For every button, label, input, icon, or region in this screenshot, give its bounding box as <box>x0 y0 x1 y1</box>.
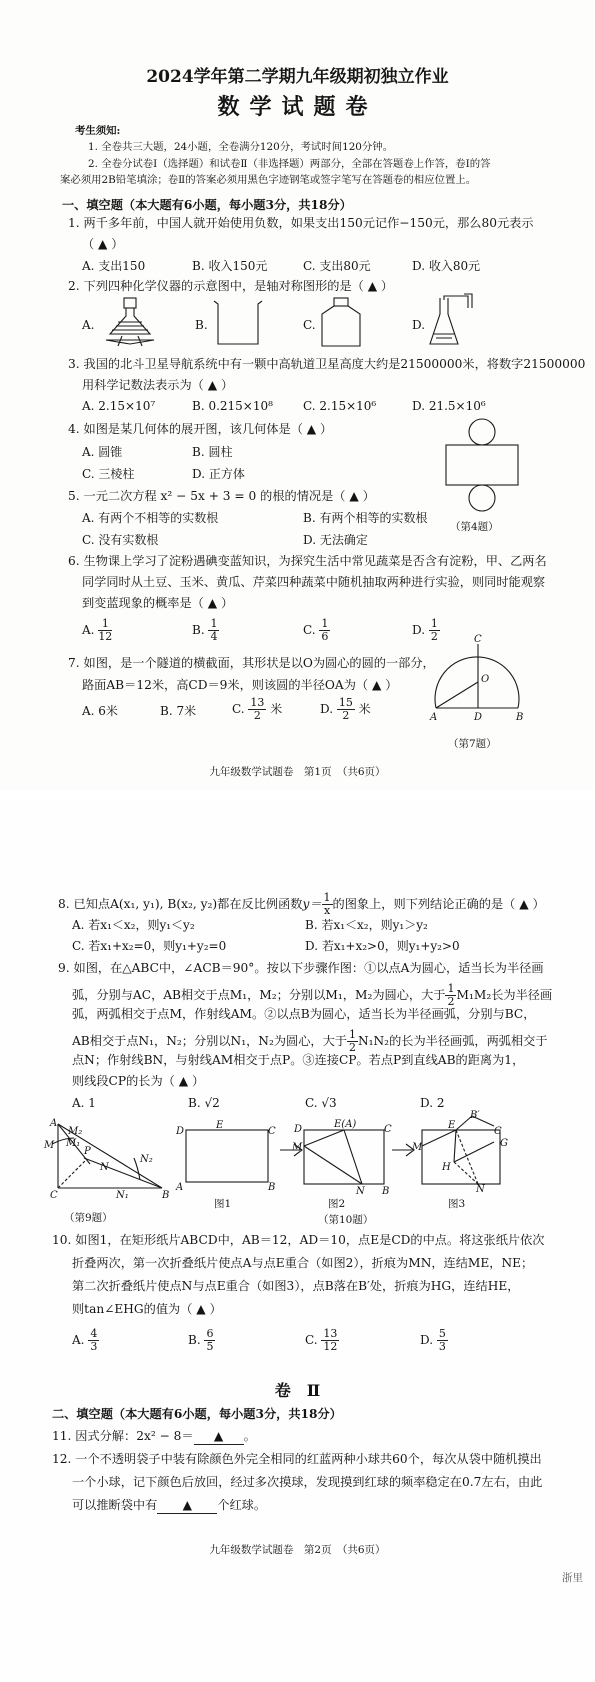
q2-text: 2. 下列四种化学仪器的示意图中，是轴对称图形的是（ ▲ ） <box>68 279 394 293</box>
fig3-label-n: N <box>476 1184 485 1195</box>
part-2-title: 卷 Ⅱ <box>274 1381 321 1400</box>
fig2-label-n: N <box>356 1186 365 1197</box>
tunnel-figure <box>428 632 528 732</box>
section-2-title: 二、填空题（本大题有6小题，每小题3分，共18分） <box>52 1407 342 1421</box>
fig2-caption: 图2 <box>328 1198 346 1210</box>
q2-label-a: A. <box>82 318 95 332</box>
q4-option-a: A. 圆锥 <box>82 445 123 459</box>
fig1-label-c: C <box>268 1126 276 1137</box>
q9-option-b: B. √2 <box>188 1096 220 1110</box>
q9-line-3: 弧，两弧相交于点M，作射线AM。②以点B为圆心，适当长为半径画弧，分别与BC， <box>72 1007 536 1021</box>
fig3-caption: 图3 <box>448 1198 466 1210</box>
q6-option-a: A. $\frac{1}{12}$ <box>82 617 113 643</box>
q12-line-3: 可以推断袋中有 ▲ 个红球。 <box>72 1498 267 1512</box>
notice-line-1: 1. 全卷共三大题，24小题，全卷满分120分，考试时间120分钟。 <box>88 141 394 153</box>
q9-label-n2: N₂ <box>140 1154 153 1165</box>
q10-option-d: D. $\frac{5}{3}$ <box>420 1327 446 1353</box>
q11-text: 11. 因式分解：2x² − 8＝ ▲ 。 <box>52 1429 256 1443</box>
section-1-title: 一、填空题（本大题有6小题，每小题3分，共18分） <box>62 198 352 212</box>
q9-option-d: D. 2 <box>420 1096 445 1110</box>
q8-option-a: A. 若x₁＜x₂，则y₁＜y₂ <box>72 918 195 932</box>
fig3-label-bprime: B′ <box>470 1110 480 1121</box>
q1-option-b: B. 收入150元 <box>192 259 268 273</box>
q3-option-d: D. 21.5×10⁶ <box>412 399 486 413</box>
q4-option-c: C. 三棱柱 <box>82 467 135 481</box>
flask-apparatus-figure <box>100 296 160 348</box>
watermark: 浙里 <box>562 1572 583 1584</box>
fig3-label-h: H <box>442 1162 451 1173</box>
q3-line-2: 用科学记数法表示为（ ▲ ） <box>82 378 234 392</box>
q9-option-c: C. √3 <box>305 1096 337 1110</box>
q5-option-d: D. 无法确定 <box>303 533 368 547</box>
q9-label-a: A <box>50 1118 58 1129</box>
cylinder-net-figure <box>440 418 524 514</box>
q10-line-2: 折叠两次，第一次折叠纸片使点A与点E重合（如图2），折痕为MN，连结ME，NE； <box>72 1256 534 1270</box>
q6-line-1: 6. 生物课上学习了淀粉遇碘变蓝知识，为探究生活中常见蔬菜是否含有淀粉，甲、乙两名 <box>68 554 547 568</box>
exam-page-1 <box>0 0 595 800</box>
q10-figure-2 <box>290 1118 392 1197</box>
q8-text: 8. 已知点A(x₁, y₁), B(x₂, y₂)都在反比例函数y＝ $\frac{1}{x}$ 的图象上，则下列结论正确的是（ ▲ ） <box>58 891 545 917</box>
exam-subtitle: 数学试题卷 <box>217 94 378 120</box>
notice-heading: 考生须知: <box>75 125 121 137</box>
exam-title: 2024学年第二学期九年级期初独立作业 <box>146 67 449 87</box>
page-1-footer: 九年级数学试题卷 第1页 （共6页） <box>209 766 386 778</box>
q8-option-b: B. 若x₁＜x₂，则y₁＞y₂ <box>305 918 428 932</box>
q10-line-3: 第二次折叠纸片使点N与点E重合（如图3），点B落在B′处，折痕为HG，连结HE， <box>72 1279 520 1293</box>
q12-line-2: 一个小球，记下颜色后放回，经过多次摸球，发现摸到红球的频率稳定在0.7左右，由此 <box>72 1475 543 1489</box>
q10-caption: （第10题） <box>318 1214 374 1226</box>
q4-option-d: D. 正方体 <box>192 467 245 481</box>
q7-option-a: A. 6米 <box>82 704 118 718</box>
notice-line-2: 2. 全卷分试卷Ⅰ（选择题）和试卷Ⅱ（非选择题）两部分，全部在答题卷上作答，卷Ⅰ的答 <box>88 158 491 170</box>
q9-label-m: M <box>44 1140 55 1151</box>
q2-label-b: B. <box>195 318 208 332</box>
q1-option-c: C. 支出80元 <box>303 259 371 273</box>
q6-option-c: C. $\frac{1}{6}$ <box>303 617 329 643</box>
q7-option-d: D. $\frac{15}{2}$ 米 <box>320 696 371 722</box>
q9-label-p: P <box>84 1146 91 1157</box>
fig1-label-e: E <box>216 1120 224 1131</box>
q9-line-1: 9. 如图，在△ABC中，∠ACB＝90°。按以下步骤作图：①以点A为圆心，适当长为半径画 <box>58 961 544 975</box>
tunnel-label-b: B <box>516 712 524 723</box>
q11-answer-blank: ▲ <box>194 1428 244 1445</box>
q8-option-d: D. 若x₁+x₂>0，则y₁+y₂>0 <box>305 939 460 953</box>
q1-line-1: 1. 两千多年前，中国人就开始使用负数，如果支出150元记作−150元，那么80元表示 <box>68 216 534 230</box>
tunnel-label-a: A <box>430 712 438 723</box>
fig1-label-a: A <box>176 1182 184 1193</box>
q5-option-c: C. 没有实数根 <box>82 533 159 547</box>
q9-label-m2: M₂ <box>68 1126 83 1137</box>
q7-line-2: 路面AB＝12米，高CD＝9米，则该圆的半径OA为（ ▲ ） <box>82 678 398 692</box>
page-2-footer: 九年级数学试题卷 第2页 （共6页） <box>209 1544 386 1556</box>
q10-option-c: C. $\frac{13}{12}$ <box>305 1327 338 1353</box>
q3-option-b: B. 0.215×10⁸ <box>192 399 273 413</box>
q7-caption: （第7题） <box>448 738 497 750</box>
fig2-label-m: M <box>292 1142 303 1153</box>
reagent-bottle-figure <box>318 296 364 350</box>
fig1-label-b: B <box>268 1182 276 1193</box>
beaker-figure <box>210 298 265 348</box>
q1-option-a: A. 支出150 <box>82 259 146 273</box>
fig1-label-d: D <box>176 1126 185 1137</box>
q7-option-b: B. 7米 <box>160 704 197 718</box>
q2-label-d: D. <box>412 318 426 332</box>
tunnel-label-d: D <box>474 712 483 723</box>
q7-line-1: 7. 如图，是一个隧道的横截面，其形状是以O为圆心的圆的一部分， <box>68 656 435 670</box>
q6-line-3: 到变蓝现象的概率是（ ▲ ） <box>82 596 234 610</box>
q10-line-1: 10. 如图1，在矩形纸片ABCD中，AB＝12，AD＝10，点E是CD的中点。将这张纸片依次 <box>52 1233 545 1247</box>
q9-option-a: A. 1 <box>72 1096 96 1110</box>
tunnel-label-c: C <box>474 634 482 645</box>
fig3-label-c: C <box>494 1126 502 1137</box>
q6-option-b: B. $\frac{1}{4}$ <box>192 617 218 643</box>
q7-option-c: C. $\frac{13}{2}$ 米 <box>232 696 283 722</box>
q4-text: 4. 如图是某几何体的展开图，该几何体是（ ▲ ） <box>68 422 333 436</box>
fig1-caption: 图1 <box>214 1198 232 1210</box>
conical-flask-figure <box>428 294 490 350</box>
q2-label-c: C. <box>303 318 316 332</box>
notice-line-3: 案必须用2B铅笔填涂；卷Ⅱ的答案必须用黑色字迹钢笔或签字笔写在答题卷的相应位置上。 <box>60 174 477 186</box>
q3-option-c: C. 2.15×10⁶ <box>303 399 377 413</box>
q3-line-1: 3. 我国的北斗卫星导航系统中有一颗中高轨道卫星高度大约是21500000米，将数字21500000 <box>68 357 586 371</box>
q9-label-m1: M₁ <box>66 1138 81 1149</box>
q5-option-a: A. 有两个不相等的实数根 <box>82 511 219 525</box>
q10-figure-1 <box>176 1120 276 1192</box>
fig3-label-m: M <box>412 1142 423 1153</box>
q5-text: 5. 一元二次方程 x² − 5x + 3 = 0 的根的情况是（ ▲ ） <box>68 489 375 503</box>
q6-line-2: 同学同时从土豆、玉米、黄瓜、芹菜四种蔬菜中随机抽取两种进行实验，则同时能观察 <box>82 575 546 589</box>
q10-figure-3 <box>410 1110 510 1195</box>
exam-page-2 <box>0 800 595 1682</box>
q9-caption: （第9题） <box>64 1212 113 1224</box>
q9-label-c: C <box>50 1190 58 1201</box>
q9-line-5: 点N；作射线BN，与射线AM相交于点P。③连接CP。若点P到直线AB的距离为1， <box>72 1053 525 1067</box>
fig2-label-b: B <box>382 1186 390 1197</box>
q12-answer-blank: ▲ <box>157 1497 217 1514</box>
q4-option-b: B. 圆柱 <box>192 445 233 459</box>
tunnel-label-o: O <box>481 674 490 685</box>
q1-option-d: D. 收入80元 <box>412 259 481 273</box>
fig3-label-g: G <box>500 1138 508 1149</box>
q10-option-a: A. $\frac{4}{3}$ <box>72 1327 98 1353</box>
fig2-label-c: C <box>384 1124 392 1135</box>
q9-line-4: AB相交于点N₁，N₂；分别以N₁，N₂为圆心，大于 $\frac{1}{2}$ N₁N₂的长为半径画弧，两弧相交于 <box>72 1028 548 1054</box>
q10-line-4: 则tan∠EHG的值为（ ▲ ） <box>72 1302 222 1316</box>
fig3-label-e: E <box>448 1120 456 1131</box>
q9-label-b: B <box>162 1190 170 1201</box>
q9-label-n1: N₁ <box>116 1190 129 1201</box>
q3-option-a: A. 2.15×10⁷ <box>82 399 156 413</box>
q9-line-6: 则线段CP的长为（ ▲ ） <box>72 1074 205 1088</box>
fig2-label-ea: E(A) <box>334 1119 357 1130</box>
q9-triangle-figure <box>44 1118 172 1200</box>
q4-caption: （第4题） <box>450 521 499 533</box>
fig2-label-d: D <box>294 1124 303 1135</box>
q9-label-n: N <box>100 1162 109 1173</box>
q8-option-c: C. 若x₁+x₂=0，则y₁+y₂=0 <box>72 939 227 953</box>
q1-line-2: （ ▲ ） <box>82 237 124 251</box>
q9-line-2: 弧，分别与AC，AB相交于点M₁，M₂；分别以M₁，M₂为圆心，大于 $\frac{1}{2}$ M₁M₂长为半径画 <box>72 982 553 1008</box>
q12-line-1: 12. 一个不透明袋子中装有除颜色外完全相同的红蓝两种小球共60个，每次从袋中随机摸出 <box>52 1452 542 1466</box>
q5-option-b: B. 有两个相等的实数根 <box>303 511 428 525</box>
q6-option-d: D. $\frac{1}{2}$ <box>412 617 438 643</box>
q10-option-b: B. $\frac{6}{5}$ <box>188 1327 214 1353</box>
